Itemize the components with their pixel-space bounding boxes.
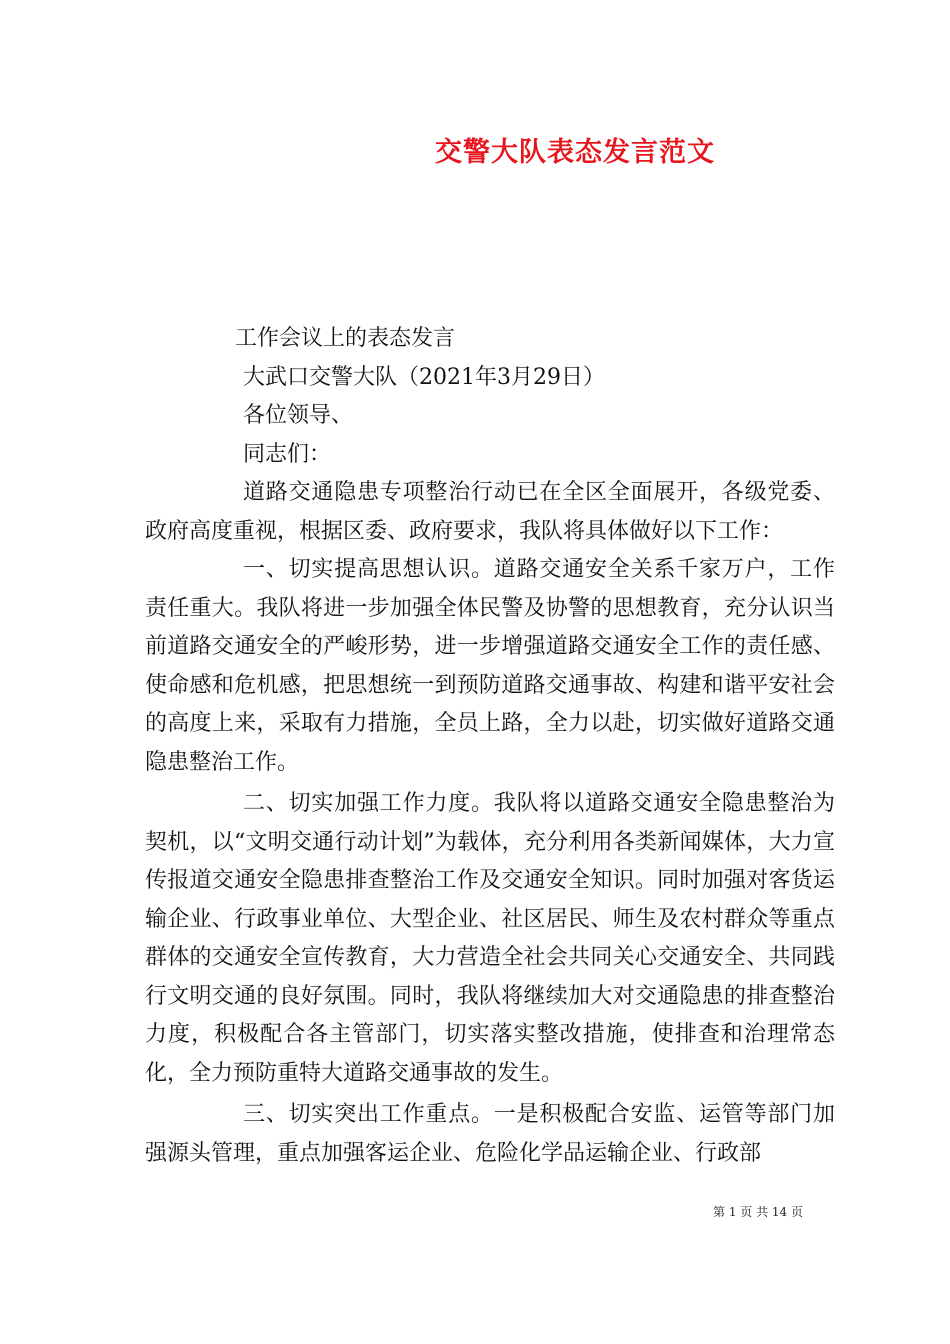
page-number: 第 1 页 共 14 页 xyxy=(713,1205,803,1219)
salutation-comrades: 同志们： xyxy=(243,441,332,467)
document-body xyxy=(145,320,835,1173)
paragraph-point-2: 二、切实加强工作力度。我队将以道路交通安全隐患整治为契机，以“文明交通行动计划”为载体，充分利用各类新闻媒体，大力宣传报道交通安全隐患排查整治工作及交通安全知识。同时加强对客货运输企业、行政事业单位、大型企业、社区居民、师生及农村群众等重点群体的交通安全宣传教育，大力营造全社会共同关心交通安全、共同践行文明交通的良好氛围。同时，我队将继续加大对交通隐患的排查整治力度，积极配合各主管部门，切实落实整改措施，使排查和治理常态化，全力预防重特大道路交通事故的发生。 xyxy=(145,791,835,1086)
meeting-heading: 工作会议上的表态发言 xyxy=(235,326,456,351)
paragraph-point-3: 三、切实突出工作重点。一是积极配合安监、运管等部门加强源头管理，重点加强客运企业、危险化学品运输企业、行政部 xyxy=(145,1102,835,1166)
document-title: 交警大队表态发言范文 xyxy=(435,137,715,168)
paragraph-intro: 道路交通隐患专项整治行动已在全区全面展开，各级党委、政府高度重视，根据区委、政府要求，我队将具体做好以下工作： xyxy=(145,480,835,544)
salutation-leaders: 各位领导、 xyxy=(243,403,354,428)
paragraph-point-1: 一、切实提高思想认识。道路交通安全关系千家万户，工作责任重大。我队将进一步加强全体民警及协警的思想教育，充分认识当前道路交通安全的严峻形势，进一步增强道路交通安全工作的责任感、使命感和危机感，把思想统一到预防道路交通事故、构建和谐平安社会的高度上来，采取有力措施，全员上路，全力以赴，切实做好道路交通隐患整治工作。 xyxy=(145,557,835,775)
unit-and-date: 大武口交警大队（2021年3月29日） xyxy=(243,364,605,390)
